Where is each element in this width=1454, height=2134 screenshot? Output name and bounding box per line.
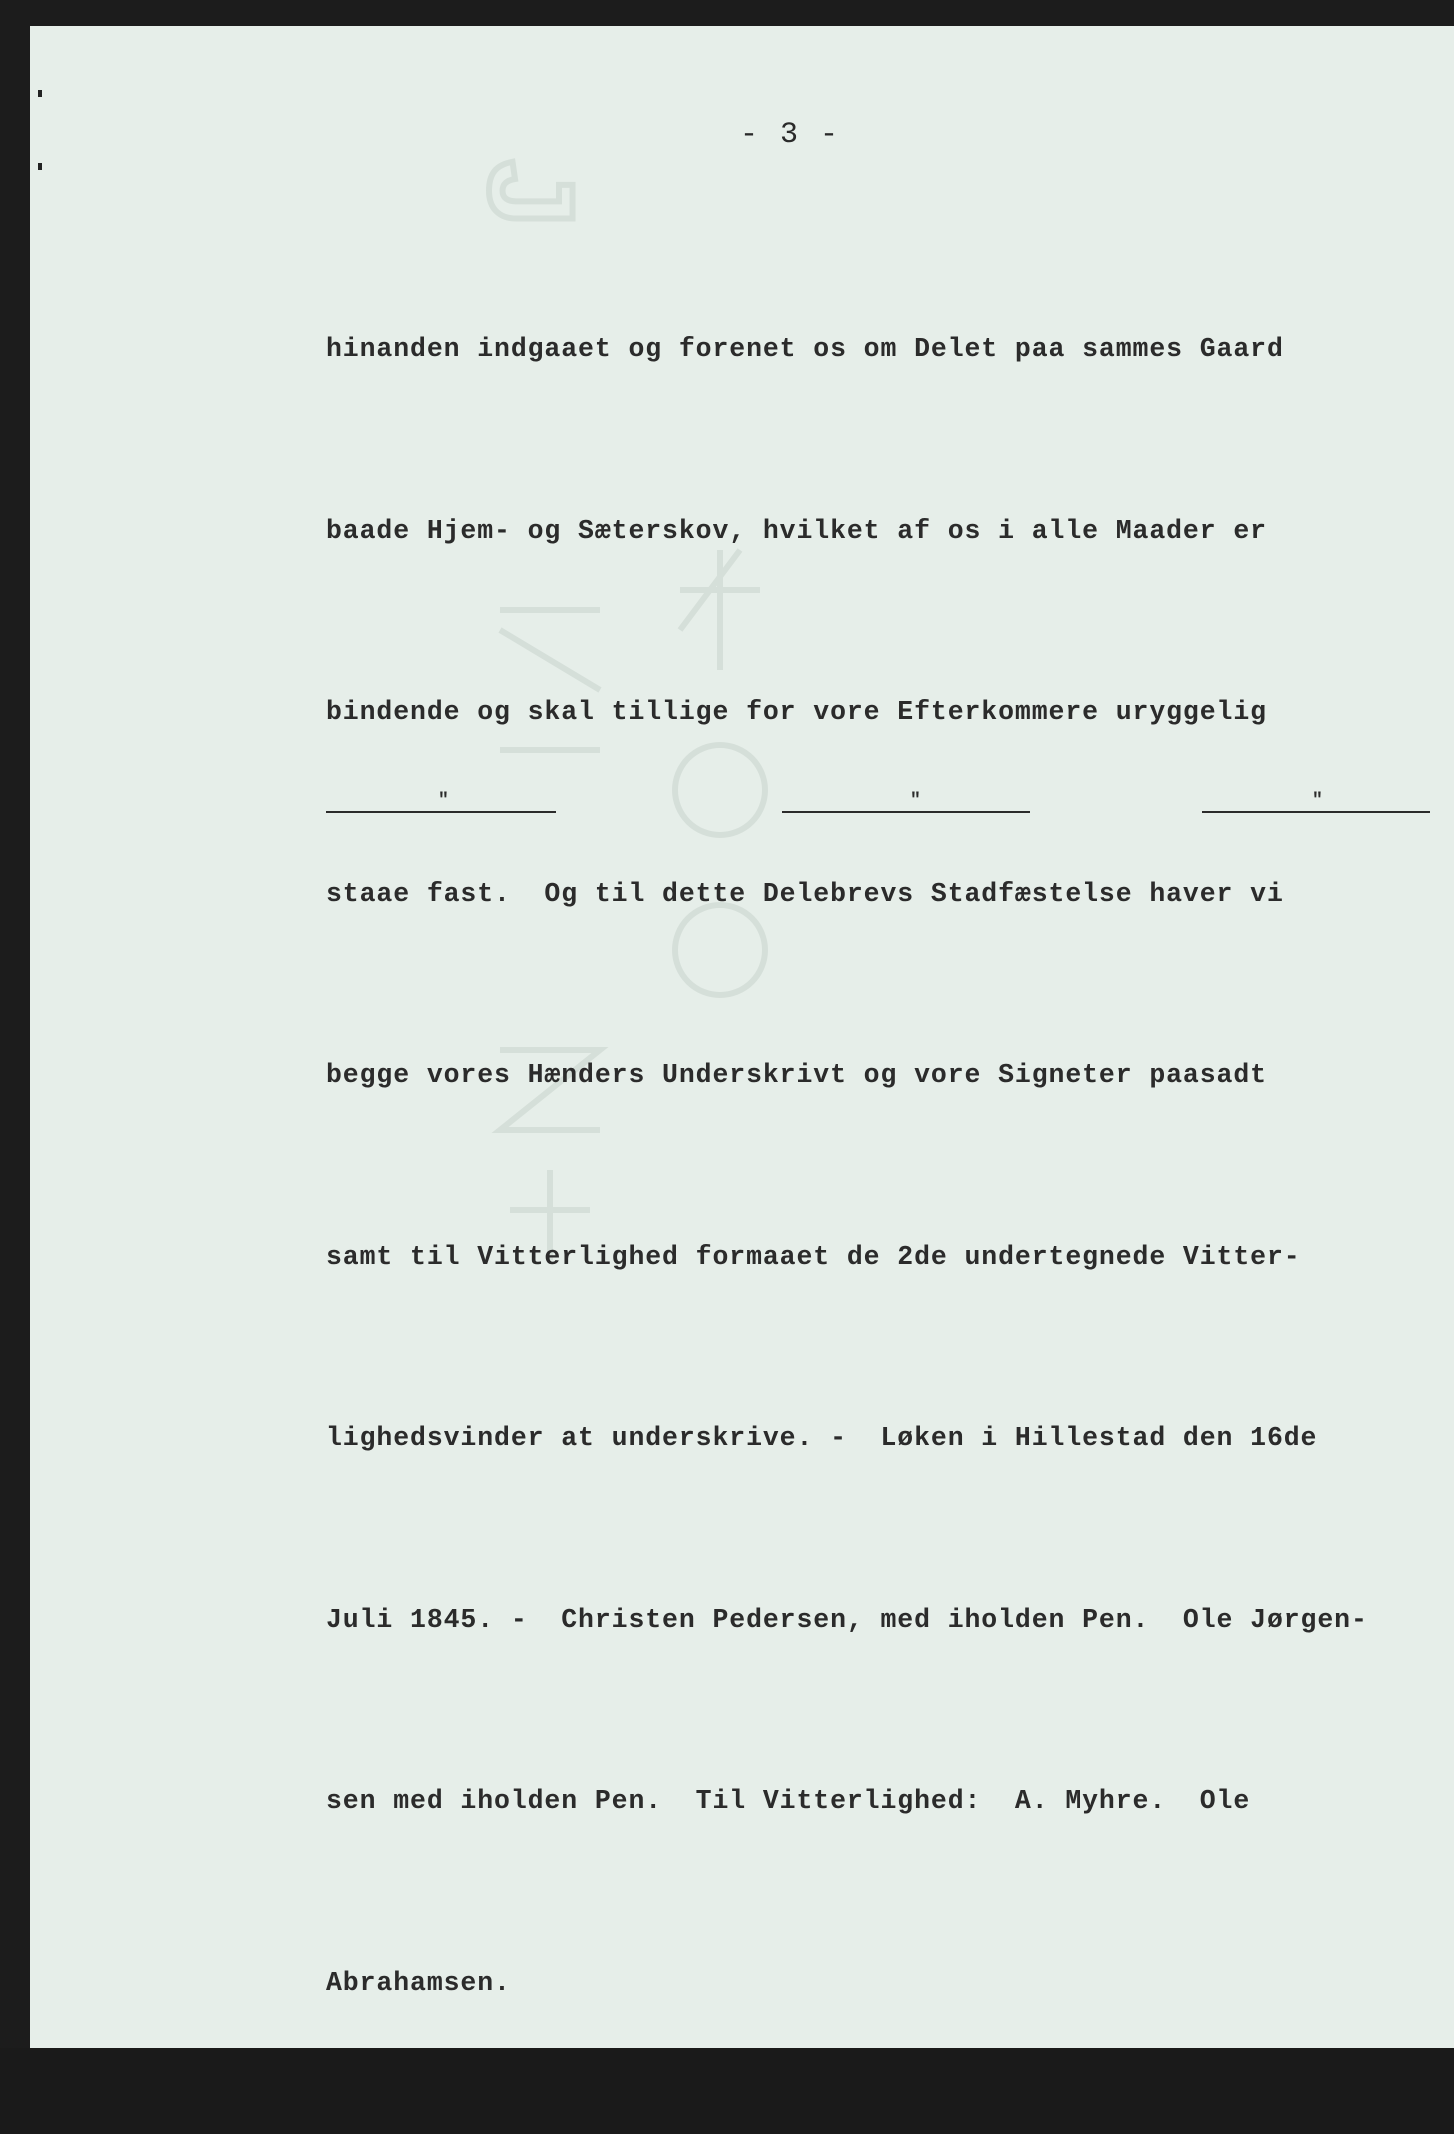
separator-mark: " [438, 791, 449, 811]
punch-hole-mark [38, 163, 42, 170]
text-line: hinanden indgaaet og forenet os om Delet paa sammes Gaard [326, 334, 1284, 364]
page-number: - 3 - [740, 118, 841, 152]
text-line: staae fast. Og til dette Delebrevs Stadfæstelse haver vi [326, 878, 1284, 909]
punch-hole-mark [38, 90, 42, 97]
document-body [326, 198, 1436, 2134]
text-line: baade Hjem- og Sæterskov, hvilket af os i alle Maader er [326, 515, 1267, 546]
text-line: Juli 1845. - Christen Pedersen, med iholden Pen. Ole Jørgen- [326, 1604, 1368, 1635]
separator-line [782, 791, 1030, 813]
text-line: bindende og skal tillige for vore Efterkommere uryggelig [326, 697, 1267, 727]
svg-text:J: J [464, 160, 598, 227]
text-line: Abrahamsen. [326, 1967, 511, 1998]
separator-line [326, 791, 556, 813]
separator-mark: " [910, 791, 921, 811]
separator-mark: " [1312, 791, 1323, 811]
separator-line [1202, 791, 1430, 813]
text-line: lighedsvinder at underskrive. - Løken i Hillestad den 16de [326, 1423, 1318, 1453]
text-line: begge vores Hænders Underskrivt og vore Signeter paasadt [326, 1060, 1267, 1090]
text-line: samt til Vitterlighed formaaet de 2de undertegnede Vitter- [326, 1241, 1301, 1272]
text-line: sen med iholden Pen. Til Vitterlighed: A. Myhre. Ole [326, 1786, 1251, 1816]
